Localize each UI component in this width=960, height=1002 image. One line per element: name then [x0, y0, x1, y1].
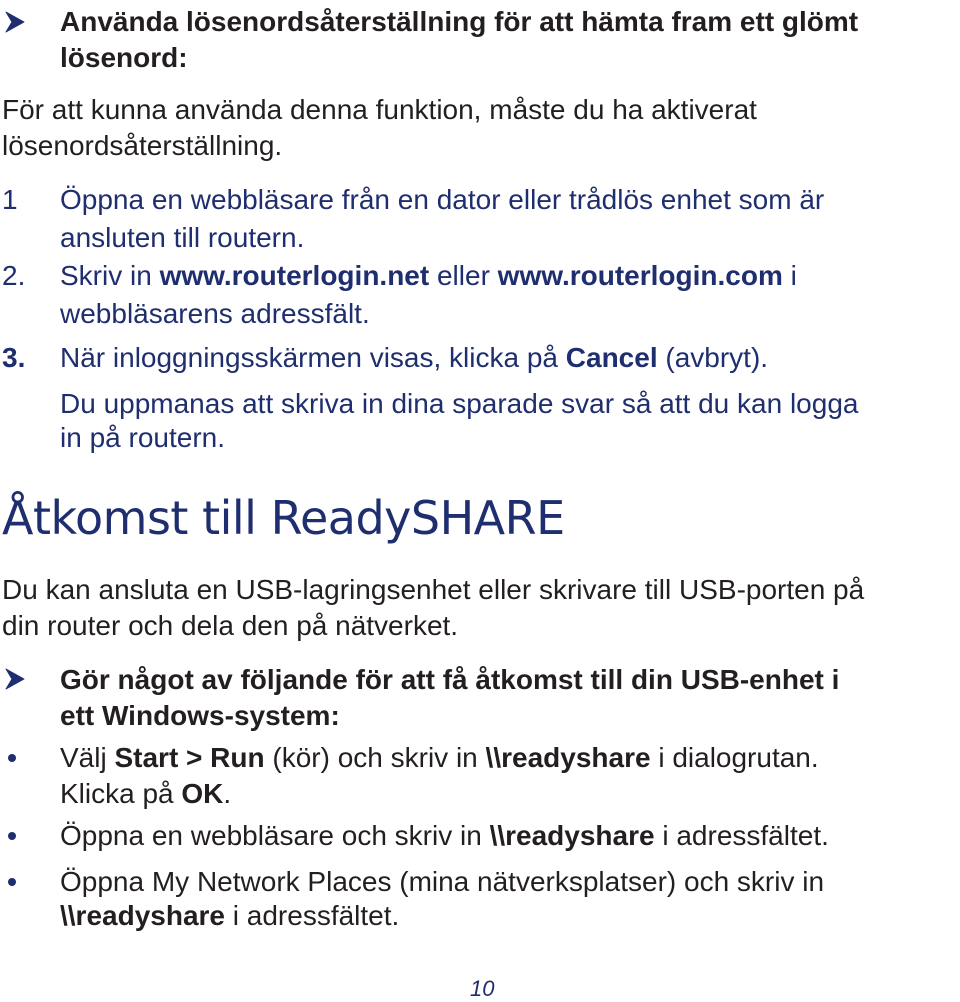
step-1-line2: ansluten till routern. — [60, 222, 305, 253]
ok-label: OK — [181, 778, 224, 809]
bullet-1-line2 — [60, 776, 231, 812]
section-heading-line2: lösenord: — [60, 42, 188, 73]
step-number: 2. — [2, 260, 26, 291]
step-number: 1 — [2, 184, 18, 215]
page-number: 10 — [470, 976, 495, 1001]
round-bullet-icon — [8, 832, 16, 840]
bullet-text: Öppna en webbläsare och skriv in — [60, 820, 490, 851]
intro-line2: lösenordsåterställning. — [2, 130, 283, 161]
readyshare-intro-line2: din router och dela den på nätverket. — [2, 610, 459, 641]
round-bullet-icon — [8, 754, 16, 762]
step-3-line2: Du uppmanas att skriva in dina sparade svar så att du kan logga — [60, 388, 859, 419]
readyshare-path: \\readyshare — [489, 820, 655, 851]
step-text: eller — [429, 260, 498, 291]
subheading-line1: Gör något av följande för att få åtkomst till din USB-enhet i — [60, 664, 840, 695]
router-url-net: www.routerlogin.net — [159, 260, 430, 291]
step-text: (avbryt). — [657, 342, 769, 373]
step-1-line1: Öppna en webbläsare från en dator eller trådlös enhet som är — [60, 184, 825, 215]
round-bullet-icon — [8, 878, 16, 886]
step-text: Skriv in — [60, 260, 160, 291]
arrowhead-bullet-icon — [2, 9, 28, 35]
intro-line1: För att kunna använda denna funktion, måste du ha aktiverat — [2, 94, 757, 125]
step-text: i — [782, 260, 797, 291]
bullet-text: i adressfältet. — [225, 900, 400, 931]
bullet-text: i adressfältet. — [654, 820, 829, 851]
bullet-3-line1: Öppna My Network Places (mina nätverksplatser) och skriv in — [60, 866, 825, 897]
readyshare-path: \\readyshare — [60, 900, 225, 931]
bullet-text: . — [223, 778, 232, 809]
cancel-label: Cancel — [565, 342, 658, 373]
router-url-com: www.routerlogin.com — [497, 260, 783, 291]
step-3-line1 — [60, 340, 768, 376]
step-2-line1 — [60, 258, 797, 294]
subheading-line2: ett Windows-system: — [60, 700, 340, 731]
readyshare-intro-line1: Du kan ansluta en USB-lagringsenhet eller skrivare till USB-porten på — [2, 574, 865, 605]
start-run-label: Start > Run — [114, 742, 265, 773]
bullet-3-line2 — [60, 898, 399, 934]
step-number: 3. — [2, 342, 26, 373]
bullet-1-line1 — [60, 740, 819, 776]
step-3-line3: in på routern. — [60, 422, 225, 453]
step-text: När inloggningsskärmen visas, klicka på — [60, 342, 566, 373]
bullet-2-line1 — [60, 818, 829, 854]
readyshare-path: \\readyshare — [485, 742, 651, 773]
bullet-text: (kör) och skriv in — [264, 742, 486, 773]
step-2-line2: webbläsarens adressfält. — [60, 298, 370, 329]
bullet-text: Välj — [60, 742, 115, 773]
section-title: Åtkomst till ReadySHARE — [2, 491, 565, 545]
bullet-text: Klicka på — [60, 778, 182, 809]
arrowhead-bullet-icon — [2, 666, 28, 692]
section-heading-line1: Använda lösenordsåterställning för att hämta fram ett glömt — [60, 6, 859, 37]
bullet-text: i dialogrutan. — [650, 742, 819, 773]
